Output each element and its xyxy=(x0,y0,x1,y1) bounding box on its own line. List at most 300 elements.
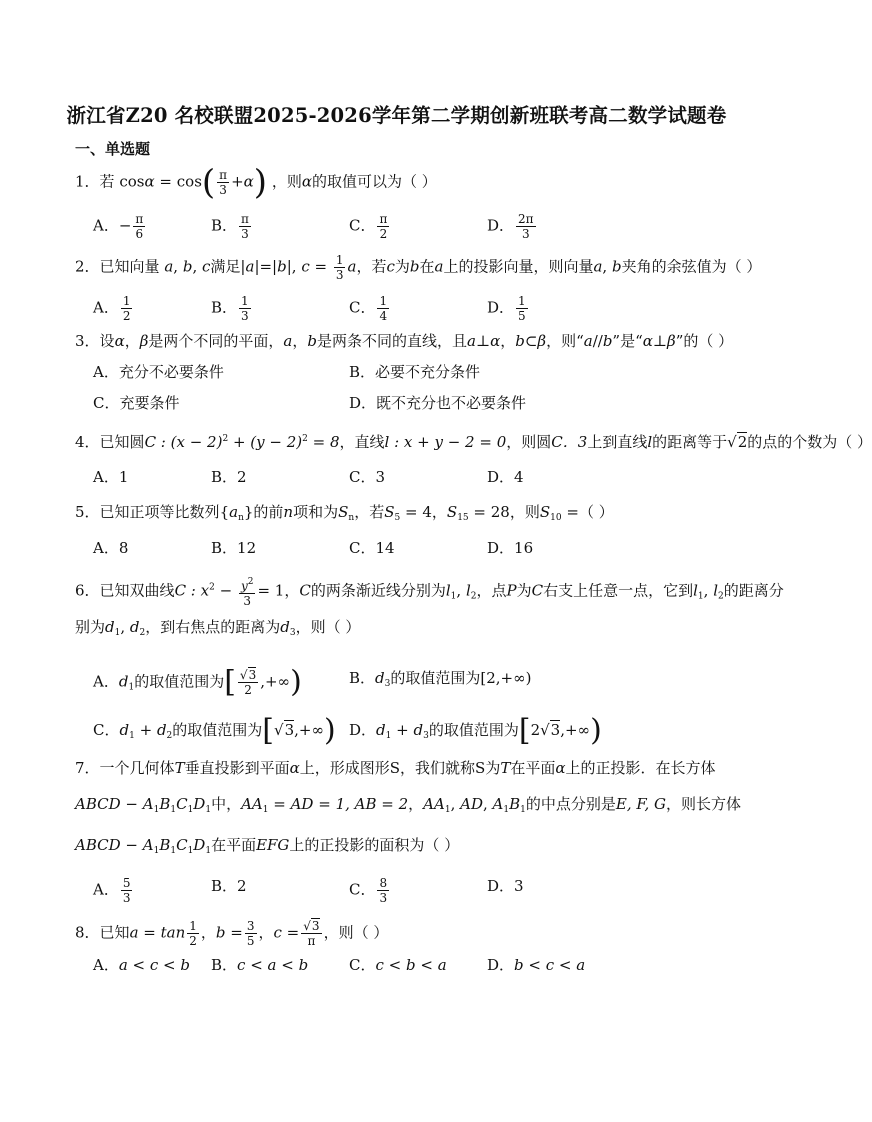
math-var: l xyxy=(465,581,471,600)
question-1 xyxy=(75,162,437,203)
option-label: B． xyxy=(349,669,376,687)
math: ⊥ xyxy=(652,332,668,350)
math-var: S xyxy=(475,759,486,777)
bracket: ) xyxy=(290,664,302,700)
q8-option-a[interactable] xyxy=(93,955,190,975)
q3-option-b[interactable]: B．必要不充分条件 xyxy=(349,363,481,381)
denominator: 3 xyxy=(122,891,131,905)
math: = 4 xyxy=(405,503,432,521)
exam-title: 浙江省Z20 名校联盟2025-2026学年第二学期创新班联考高二数学试题卷 xyxy=(66,104,727,127)
question-text: 的距离分 xyxy=(723,581,784,600)
math: ,+∞ xyxy=(260,672,291,691)
question-number: 2． xyxy=(75,257,100,276)
question-text: ， xyxy=(408,795,424,813)
fraction xyxy=(121,876,133,905)
bracket: ) xyxy=(323,713,336,748)
q8-option-b[interactable] xyxy=(211,955,308,975)
numerator: 3 xyxy=(246,919,255,933)
math: // xyxy=(592,332,603,350)
math-var: P xyxy=(506,581,517,600)
sqrt-radicand: 3 xyxy=(248,668,257,682)
subscript: 3 xyxy=(384,679,391,689)
fraction xyxy=(377,294,389,323)
superscript: 2 xyxy=(247,577,254,587)
question-text: 为 xyxy=(516,581,532,600)
math-var: d xyxy=(119,721,130,739)
math-var: l xyxy=(693,581,698,600)
question-text: 上到直线 xyxy=(587,433,648,451)
math-var: a xyxy=(229,503,239,521)
fraction xyxy=(377,876,389,905)
superscript: 2 xyxy=(222,434,229,444)
question-text: 在平面 xyxy=(510,759,556,777)
math-expr: C : (x − 2) xyxy=(144,433,223,451)
q4-option-b[interactable]: B．2 xyxy=(211,468,247,486)
question-text: ， xyxy=(200,923,216,942)
math-var: l xyxy=(647,433,653,451)
math-var: α xyxy=(114,332,125,350)
denominator: 2 xyxy=(244,683,252,697)
math-expr: C : x xyxy=(174,581,210,600)
option-label: A． xyxy=(93,880,119,899)
q1-option-c[interactable] xyxy=(349,212,391,241)
question-text: 别为 xyxy=(75,618,106,636)
math-var: c xyxy=(386,257,395,276)
subscript: 5 xyxy=(394,513,401,523)
question-text: 已知圆 xyxy=(99,433,145,451)
math-var: β xyxy=(139,332,149,350)
math-var: D xyxy=(193,836,206,854)
sqrt-radicand: 3 xyxy=(550,721,561,739)
bracket: [ xyxy=(224,664,236,700)
fraction xyxy=(133,212,145,241)
question-text: ”是“ xyxy=(612,332,643,350)
option-label: B． xyxy=(211,956,238,974)
denominator: 2 xyxy=(379,227,388,241)
question-text: =（ ） xyxy=(566,503,614,521)
math-expr: = 8 xyxy=(307,433,340,451)
math-var: T xyxy=(500,759,511,777)
denominator: 3 xyxy=(241,227,249,241)
sqrt-radicand: 2 xyxy=(737,433,748,451)
paren: ( xyxy=(201,162,216,203)
subscript: 1 xyxy=(205,846,212,856)
subscript: n xyxy=(238,513,244,523)
bracket: [ xyxy=(262,713,275,748)
question-text: ”的（ ） xyxy=(675,332,734,350)
q6-option-b[interactable] xyxy=(349,668,531,694)
subscript: 2 xyxy=(166,731,173,741)
denominator: π xyxy=(307,934,316,948)
q5-option-b[interactable]: B．12 xyxy=(211,539,257,557)
math-var: C．3 xyxy=(551,433,588,451)
math-expr: ABCD − A xyxy=(75,795,154,813)
math-var: a xyxy=(164,257,174,276)
denominator: 3 xyxy=(241,309,249,323)
question-text: 已知向量 xyxy=(99,257,160,276)
math-var: C xyxy=(176,836,188,854)
question-text: ， xyxy=(258,923,274,942)
question-6: 6．已知双曲线C : $x^2$ − $\frac{y^2}{3}$ = 1，C的两条渐近线分别为$l_1$, $l_2$，点P为C右支上任意一点，它到$l_1$, $l_2$的距离分 xyxy=(75,577,784,608)
denominator: 4 xyxy=(379,309,388,323)
math: ,+∞ xyxy=(560,721,591,739)
math-var: α xyxy=(289,759,300,777)
fraction xyxy=(121,294,133,323)
math-var: S xyxy=(384,503,395,521)
question-text: 上的正投影．在长方体 xyxy=(565,759,716,777)
subscript: n xyxy=(348,513,355,523)
q1-option-b[interactable] xyxy=(211,212,253,241)
question-text: 项和为 xyxy=(293,503,339,521)
question-text: ， xyxy=(292,332,308,350)
question-text: ，则 xyxy=(509,503,540,521)
math-var: C xyxy=(531,581,544,600)
numerator: 1 xyxy=(189,919,197,933)
q4-option-c[interactable]: C．3 xyxy=(349,468,386,486)
question-text: ， xyxy=(500,332,516,350)
option-label: D． xyxy=(349,721,377,739)
math-var: α xyxy=(243,172,254,191)
denominator: 3 xyxy=(335,268,344,282)
fraction xyxy=(516,212,536,241)
math: [2,+∞) xyxy=(480,669,532,687)
q3-option-a[interactable]: A．充分不必要条件 xyxy=(93,363,224,381)
q5-option-d[interactable]: D．16 xyxy=(487,539,534,557)
question-text: ，点 xyxy=(476,581,507,600)
math-expr: ABCD − A xyxy=(75,836,154,854)
math-expr: c < a < b xyxy=(237,956,309,974)
subscript: 1 xyxy=(187,846,194,856)
subscript: 2 xyxy=(718,591,724,602)
math-var: a xyxy=(467,332,476,350)
denominator: 3 xyxy=(379,891,388,905)
question-text: 满足 xyxy=(210,257,241,276)
math-var: a xyxy=(283,332,293,350)
math-expr: = AD = 1, AB = 2 xyxy=(273,795,409,813)
question-number: 8． xyxy=(75,923,100,942)
denominator: 6 xyxy=(135,227,144,241)
subscript: 1 xyxy=(503,805,510,815)
question-text: 在平面 xyxy=(211,836,257,854)
subscript: 1 xyxy=(520,805,526,815)
question-8 xyxy=(75,919,388,948)
subscript: 1 xyxy=(444,805,451,815)
math-expr: b < c < a xyxy=(514,956,586,974)
math-var: C xyxy=(299,581,311,600)
bracket: ) xyxy=(590,713,602,748)
fraction xyxy=(239,294,251,323)
question-2: 2．已知向量 a, b, c满足|a|=|b|, c = $\frac{1}{3}$ a，若c为b在a上的投影向量，则向量a, b夹角的余弦值为（ ） xyxy=(75,253,762,282)
q1-option-a[interactable] xyxy=(93,212,147,241)
math-var: d xyxy=(156,721,167,739)
fraction xyxy=(301,919,321,948)
math-var: y xyxy=(240,579,248,593)
question-text: 上，形成图形 xyxy=(299,759,390,777)
fraction xyxy=(187,919,199,948)
option-text: 的取值范围为 xyxy=(172,721,263,739)
question-text: 为 xyxy=(485,759,501,777)
math-var: β xyxy=(537,332,547,350)
math-var: d xyxy=(280,618,290,636)
sqrt-radicand: 3 xyxy=(311,919,320,933)
subscript: 2 xyxy=(139,628,146,638)
subscript: 1 xyxy=(129,731,135,741)
q7-option-c[interactable] xyxy=(349,876,391,905)
numerator: π xyxy=(241,212,249,226)
question-text: 的取值可以为（ ） xyxy=(311,172,437,191)
math-var: α xyxy=(490,332,501,350)
question-7 xyxy=(75,758,716,778)
math-var: c xyxy=(202,257,211,276)
q2-option-a[interactable] xyxy=(93,294,134,323)
option-label: A． xyxy=(93,216,119,235)
math-var: d xyxy=(375,669,385,687)
math-var: AD xyxy=(460,795,483,813)
question-text: 是两个不同的平面， xyxy=(148,332,284,350)
math-expr: c = xyxy=(273,923,300,942)
math: = xyxy=(159,172,172,191)
q5-option-a[interactable]: A．8 xyxy=(93,539,129,557)
math-var: α xyxy=(144,172,155,191)
q7-option-b[interactable]: B．2 xyxy=(211,877,247,895)
fraction xyxy=(516,294,528,323)
question-6-line-2: 别为$d_1$, $d_2$，到右焦点的距离为$d_3$，则（ ） xyxy=(75,618,361,638)
math-var: d xyxy=(118,672,129,691)
question-text: ，则长方体 xyxy=(665,795,741,813)
question-text: 上的投影向量，则向量 xyxy=(443,257,594,276)
fraction xyxy=(239,575,256,608)
option-label: C． xyxy=(349,880,376,899)
subscript: 3 xyxy=(423,731,429,741)
option-label: C． xyxy=(349,298,376,317)
numerator: π xyxy=(135,212,144,226)
option-label: A． xyxy=(93,956,119,974)
math-var: S xyxy=(539,503,551,521)
math-var: b xyxy=(307,332,317,350)
math-var: AA xyxy=(241,795,263,813)
option-label: C． xyxy=(349,956,376,974)
math: = 28 xyxy=(473,503,510,521)
q6-option-d[interactable]: D．$d_1 + d_3$的取值范围为[2√3,+∞) xyxy=(349,713,602,748)
numerator: √3 xyxy=(239,668,257,682)
question-number: 3． xyxy=(75,332,100,350)
math-var: S xyxy=(389,759,401,777)
question-text: ，则（ ） xyxy=(323,923,389,942)
superscript: 2 xyxy=(209,582,215,593)
math-var: a xyxy=(434,257,444,276)
subscript: 1 xyxy=(697,591,704,602)
math-var: AA xyxy=(423,795,445,813)
math-var: d xyxy=(129,618,140,636)
question-text: ， xyxy=(124,332,140,350)
math: + xyxy=(231,172,244,191)
math-var: β xyxy=(667,332,676,350)
fraction xyxy=(377,212,389,241)
subscript: 1 xyxy=(170,846,177,856)
math-var: b xyxy=(182,257,193,276)
math-var: T xyxy=(174,759,185,777)
math-expr: a < c < b xyxy=(118,956,190,974)
option-label: B． xyxy=(211,298,238,317)
question-text: 的两条渐近线分别为 xyxy=(310,581,446,600)
question-text: ，则 xyxy=(271,172,302,191)
math-expr: b = xyxy=(215,923,243,942)
option-label: C． xyxy=(93,721,120,739)
numerator: √3 xyxy=(303,919,320,933)
denominator: 5 xyxy=(246,934,255,948)
question-7-line-2: ABCD − $A_1B_1C_1D_1$中，$AA_1$ = AD = 1, AB = 2，$AA_1$, AD, $A_1B_1$的中点分别是E, F, G，则长方体 xyxy=(75,795,741,815)
question-number: 4． xyxy=(75,433,100,451)
q1-option-d[interactable] xyxy=(487,212,538,241)
option-label: B． xyxy=(211,216,238,235)
question-text: ，直线 xyxy=(339,433,385,451)
subscript: 1 xyxy=(385,731,392,741)
denominator: 3 xyxy=(521,227,530,241)
option-text: 的取值范围为 xyxy=(390,669,481,687)
denominator: 2 xyxy=(122,309,131,323)
math-var: a xyxy=(593,257,603,276)
math-var: c xyxy=(301,257,310,276)
option-label: C． xyxy=(349,216,376,235)
q7-option-d[interactable]: D．3 xyxy=(487,877,524,895)
subscript: 1 xyxy=(450,591,457,602)
subscript: 15 xyxy=(457,513,469,523)
math-var: a xyxy=(583,332,593,350)
bracket: [ xyxy=(518,713,531,748)
question-text: 夹角的余弦值为（ ） xyxy=(621,257,762,276)
question-number: 5． xyxy=(75,503,100,521)
paren: ) xyxy=(253,162,268,203)
option-label: D． xyxy=(487,298,515,317)
q7-option-a[interactable] xyxy=(93,876,134,905)
q2-option-c[interactable] xyxy=(349,294,391,323)
math-var: a xyxy=(245,257,255,276)
question-text: 一个几何体 xyxy=(99,759,175,777)
numerator: 1 xyxy=(379,294,388,308)
subscript: 1 xyxy=(153,846,160,856)
math-var: C xyxy=(176,795,188,813)
option-label: A． xyxy=(93,672,119,691)
q8-option-d[interactable] xyxy=(487,955,585,975)
denominator: 3 xyxy=(219,183,227,197)
numerator: π xyxy=(219,168,228,182)
q3-option-d[interactable]: D．既不充分也不必要条件 xyxy=(349,394,527,412)
q2-option-b[interactable] xyxy=(211,294,253,323)
question-text: ， xyxy=(431,503,447,521)
numerator: 8 xyxy=(379,876,388,890)
math-var: α xyxy=(301,172,312,191)
question-text: 的距离等于 xyxy=(652,433,728,451)
math: ⊂ xyxy=(524,332,538,350)
superscript: 2 xyxy=(302,434,308,444)
question-4: 4．已知圆C : $(x - 2)^2 + (y - 2)^2 = 8$，直线l : x + y − 2 = 0，则圆C．3上到直线l的距离等于√2的点的个数为（ ） xyxy=(75,433,872,451)
option-text: 的取值范围为 xyxy=(428,721,519,739)
math: 2 xyxy=(530,721,541,739)
q3-option-c[interactable]: C．充要条件 xyxy=(93,394,180,412)
math: cos xyxy=(176,172,202,191)
math-var: l xyxy=(713,581,719,600)
subscript: 1 xyxy=(128,682,135,693)
question-text: 为 xyxy=(394,257,410,276)
q6-option-a[interactable] xyxy=(93,664,302,700)
math-expr: c < b < a xyxy=(375,956,447,974)
question-3 xyxy=(75,331,733,351)
question-number: 6． xyxy=(75,581,100,600)
option-text: 的取值范围为 xyxy=(134,672,225,691)
numerator xyxy=(239,575,256,594)
fraction xyxy=(238,668,258,697)
question-text: 已知正项等比数列 xyxy=(99,503,220,521)
math-var: D xyxy=(193,795,206,813)
question-text: 垂直投影到平面 xyxy=(184,759,290,777)
math-var: α xyxy=(555,759,566,777)
math-var: b xyxy=(611,257,622,276)
question-text: 上的正投影的面积为（ ） xyxy=(289,836,460,854)
subscript: 10 xyxy=(550,513,562,523)
option-label: A． xyxy=(93,298,119,317)
question-text: ，若 xyxy=(354,503,385,521)
question-text: 是两条不同的直线，且 xyxy=(316,332,467,350)
question-text: 在 xyxy=(419,257,435,276)
numerator: 1 xyxy=(518,294,526,308)
subscript: 1 xyxy=(153,805,160,815)
q6-option-c[interactable]: C．$d_1 + d_2$的取值范围为[√3,+∞) xyxy=(93,713,336,748)
question-text: ，则（ ） xyxy=(295,618,361,636)
option-label: D． xyxy=(487,216,515,235)
subscript: 3 xyxy=(289,628,296,638)
math-var: a xyxy=(347,257,357,276)
math: cos xyxy=(119,172,145,191)
math-var: b xyxy=(515,332,525,350)
question-text: 中， xyxy=(211,795,242,813)
subscript: 1 xyxy=(187,805,194,815)
subscript: 1 xyxy=(205,805,212,815)
math-var: S xyxy=(446,503,458,521)
question-number: 7． xyxy=(75,759,100,777)
q4-option-a[interactable]: A．1 xyxy=(93,468,129,486)
question-number: 1． xyxy=(75,172,100,191)
section-heading: 一、单选题 xyxy=(75,140,151,158)
question-text: 已知 xyxy=(99,923,130,942)
question-text: 的中点分别是 xyxy=(525,795,616,813)
numerator: 1 xyxy=(122,294,131,308)
fraction xyxy=(217,168,229,197)
q8-option-c[interactable] xyxy=(349,955,447,975)
question-text: = 1， xyxy=(257,581,300,600)
question-text: ，到右焦点的距离为 xyxy=(145,618,281,636)
numerator: 1 xyxy=(335,253,344,267)
subscript: 2 xyxy=(470,591,477,602)
math-var: b xyxy=(602,332,613,350)
subscript: 1 xyxy=(262,805,269,815)
math-var: S xyxy=(338,503,349,521)
question-5: 5．已知正项等比数列$\{a_n\}$的前n项和为$S_n$，若$S_5 = 4$，$S_{15} = 28$，则$S_{10}$ =（ ） xyxy=(75,503,614,523)
math-var: B xyxy=(159,795,171,813)
fraction xyxy=(239,212,251,241)
math-var: d xyxy=(376,721,386,739)
math-var: d xyxy=(413,721,424,739)
q5-option-c[interactable]: C．14 xyxy=(349,539,395,557)
math-expr: l : x + y − 2 = 0 xyxy=(384,433,507,451)
math: − xyxy=(118,216,132,235)
q4-option-d[interactable]: D．4 xyxy=(487,468,524,486)
question-text: ，我们就称 xyxy=(400,759,476,777)
q2-option-d[interactable] xyxy=(487,294,530,323)
math-expr: + (y − 2) xyxy=(228,433,303,451)
question-text: 已知双曲线 xyxy=(99,581,175,600)
question-text: 右支上任意一点，它到 xyxy=(543,581,694,600)
option-label: D． xyxy=(487,956,515,974)
